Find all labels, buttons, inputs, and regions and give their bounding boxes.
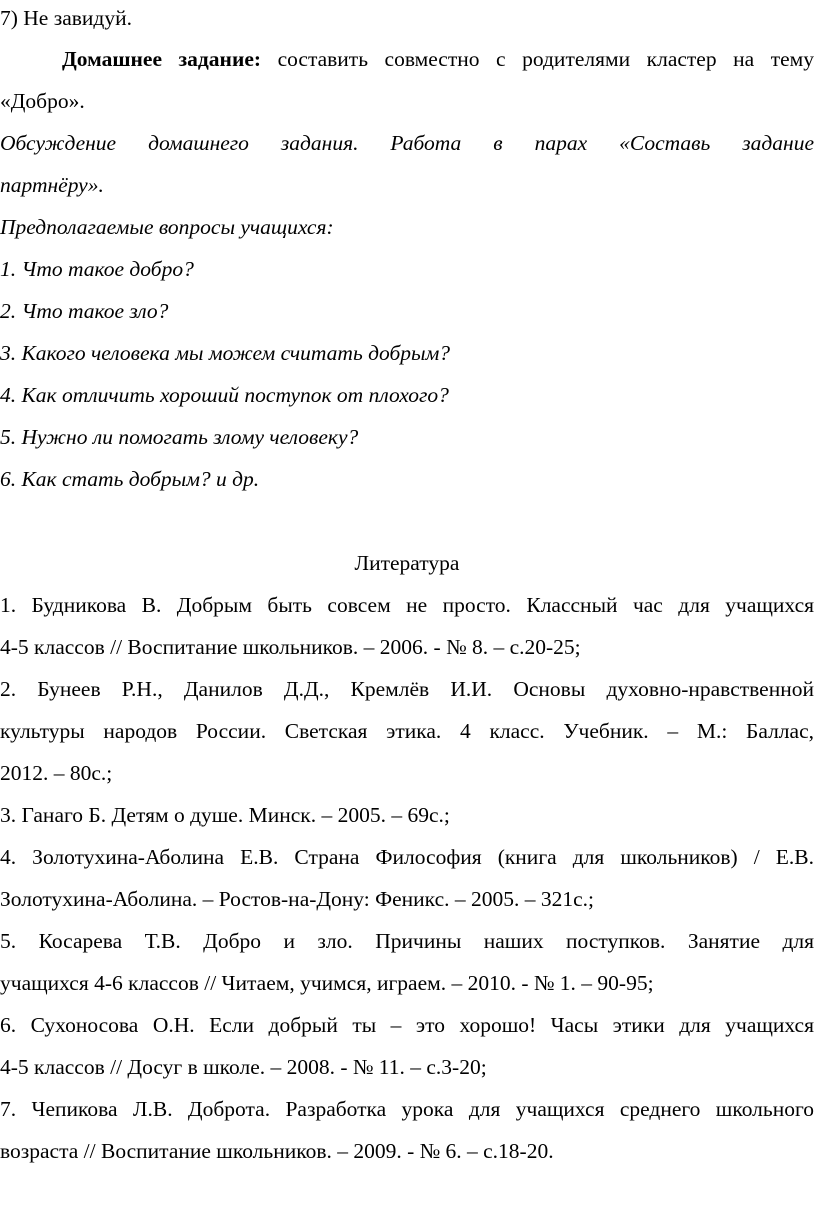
literature-line: учащихся 4-6 классов // Читаем, учимся, играем. – 2010. - № 1. – 90-95; <box>0 971 654 995</box>
question-item: 3. Какого человека мы можем считать добрым? <box>0 341 451 365</box>
literature-line: 4-5 классов // Досуг в школе. – 2008. - № 11. – с.3-20; <box>0 1055 487 1079</box>
homework-label: Домашнее задание: <box>62 47 262 71</box>
literature-line: 4. Золотухина-Аболина Е.В. Страна Философия (книга для школьников) / Е.В. <box>0 845 814 869</box>
rule-7-line: 7) Не завидуй. <box>0 6 132 30</box>
question-item: 5. Нужно ли помогать злому человеку? <box>0 425 359 449</box>
discussion-line-2: партнёру». <box>0 173 104 197</box>
literature-line: 6. Сухоносова О.Н. Если добрый ты – это хорошо! Часы этики для учащихся <box>0 1013 814 1037</box>
literature-line: 2012. – 80с.; <box>0 761 113 785</box>
question-item: 1. Что такое добро? <box>0 257 194 281</box>
literature-line: 7. Чепикова Л.В. Доброта. Разработка урока для учащихся среднего школьного <box>0 1097 814 1121</box>
questions-heading: Предполагаемые вопросы учащихся: <box>0 215 334 239</box>
literature-line: возраста // Воспитание школьников. – 2009. - № 6. – с.18-20. <box>0 1139 554 1163</box>
homework-text: составить совместно с родителями кластер на тему <box>261 47 815 71</box>
discussion-line-1: Обсуждение домашнего задания. Работа в парах «Составь задание <box>0 131 814 155</box>
literature-line: культуры народов России. Светская этика. 4 класс. Учебник. – М.: Баллас, <box>0 719 814 743</box>
homework-text-continuation: «Добро». <box>0 89 85 113</box>
literature-line: 3. Ганаго Б. Детям о душе. Минск. – 2005. – 69с.; <box>0 803 450 827</box>
question-item: 4. Как отличить хороший поступок от плохого? <box>0 383 449 407</box>
literature-heading: Литература <box>354 551 460 575</box>
literature-line: 2. Бунеев Р.Н., Данилов Д.Д., Кремлёв И.И. Основы духовно-нравственной <box>0 677 814 701</box>
literature-line: 5. Косарева Т.В. Добро и зло. Причины наших поступков. Занятие для <box>0 929 814 953</box>
literature-line: 1. Будникова В. Добрым быть совсем не просто. Классный час для учащихся <box>0 593 814 617</box>
homework-line <box>0 44 814 74</box>
literature-line: 4-5 классов // Воспитание школьников. – 2006. - № 8. – с.20-25; <box>0 635 581 659</box>
question-item: 6. Как стать добрым? и др. <box>0 467 260 491</box>
question-item: 2. Что такое зло? <box>0 299 169 323</box>
literature-line: Золотухина-Аболина. – Ростов-на-Дону: Феникс. – 2005. – 321с.; <box>0 887 595 911</box>
